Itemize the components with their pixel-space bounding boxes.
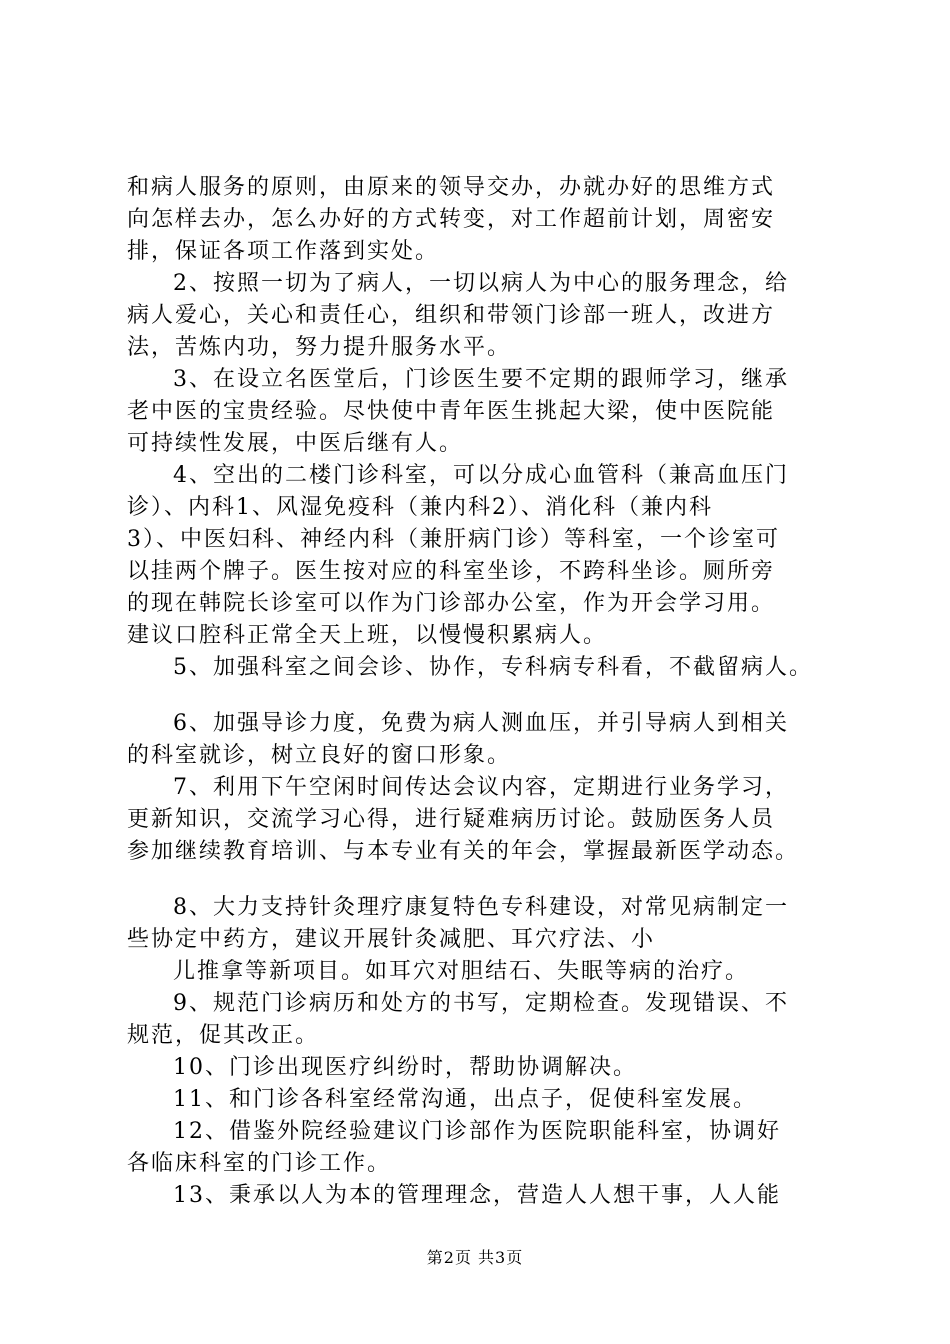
text-line: 些协定中药方，建议开展针灸减肥、耳穴疗法、小: [127, 927, 656, 952]
text-line: 更新知识，交流学习心得，进行疑难病历讨论。鼓励医务人员: [127, 807, 776, 832]
text-line: 可持续性发展，中医后继有人。: [127, 431, 464, 456]
text-line: 建议口腔科正常全天上班，以慢慢积累病人。: [127, 623, 608, 648]
text-line: 以挂两个牌子。医生按对应的科室坐诊，不跨科坐诊。厕所旁: [127, 559, 776, 584]
text-line: 病人爱心，关心和责任心，组织和带领门诊部一班人，改进方: [127, 303, 776, 328]
paragraph-item-12: [127, 1116, 855, 1180]
text-line: 3、在设立名医堂后，门诊医生要不定期的跟师学习，继承: [173, 367, 789, 392]
text-line: 的科室就诊，树立良好的窗口形象。: [127, 743, 512, 768]
text-line: 11、和门诊各科室经常沟通，出点子，促使科室发展。: [173, 1087, 757, 1112]
paragraph-item-2: [127, 268, 855, 364]
paragraph-item-4: [127, 460, 855, 652]
text-line: 12、借鉴外院经验建议门诊部作为医院职能科室，协调好: [173, 1119, 781, 1144]
paragraph-item-5: [127, 652, 855, 684]
text-line: 7、利用下午空闲时间传达会议内容，定期进行业务学习，: [173, 775, 789, 800]
text-line: 排，保证各项工作落到实处。: [127, 239, 440, 264]
text-line: 各临床科室的门诊工作。: [127, 1151, 392, 1176]
text-line: 6、加强导诊力度，免费为病人测血压，并引导病人到相关: [173, 711, 789, 736]
text-line: 参加继续教育培训、与本专业有关的年会，掌握最新医学动态。: [127, 839, 800, 864]
text-line: 4、空出的二楼门诊科室，可以分成心血管科（兼高血压门: [173, 463, 789, 488]
text-line: 的现在韩院长诊室可以作为门诊部办公室，作为开会学习用。: [127, 591, 776, 616]
text-line: 9、规范门诊病历和处方的书写，定期检查。发现错误、不: [173, 991, 789, 1016]
paragraph-item-3: [127, 364, 855, 460]
text-line: 老中医的宝贵经验。尽快使中青年医生挑起大梁，使中医院能: [127, 399, 776, 424]
paragraph-gap: [127, 868, 855, 892]
page-footer: [0, 1245, 950, 1268]
text-line: 5、加强科室之间会诊、协作，专科病专科看，不截留病人。: [173, 655, 813, 680]
text-line: 2、按照一切为了病人，一切以病人为中心的服务理念，给: [173, 271, 789, 296]
text-line: 10、门诊出现医疗纠纷时，帮助协调解决。: [173, 1055, 637, 1080]
text-line: 规范，促其改正。: [127, 1023, 320, 1048]
paragraph-item-11: [127, 1084, 855, 1116]
text-line: 13、秉承以人为本的管理理念，营造人人想干事，人人能: [173, 1183, 781, 1208]
text-line: 8、大力支持针灸理疗康复特色专科建设，对常见病制定一: [173, 895, 789, 920]
text-line: 向怎样去办，怎么办好的方式转变，对工作超前计划，周密安: [127, 207, 776, 232]
paragraph-item-10: [127, 1052, 855, 1084]
text-line: 3）、中医妇科、神经内科（兼肝病门诊）等科室，一个诊室可: [127, 527, 780, 552]
document-body: [127, 172, 855, 1212]
text-line: 儿推拿等新项目。如耳穴对胆结石、失眠等病的治疗。: [173, 959, 750, 984]
page-number-label: 第2页 共3页: [426, 1248, 524, 1267]
paragraph-item-7: [127, 772, 855, 868]
paragraph-item-13: [127, 1180, 855, 1212]
paragraph-item-9: [127, 988, 855, 1052]
paragraph-item-8: [127, 892, 855, 988]
paragraph-item-6: [127, 708, 855, 772]
text-line: 法，苦炼内功，努力提升服务水平。: [127, 335, 512, 360]
paragraph-1-continued: [127, 172, 855, 268]
text-line: 和病人服务的原则，由原来的领导交办，办就办好的思维方式: [127, 175, 776, 200]
text-line: 诊）、内科1、风湿免疫科（兼内科2）、消化科（兼内科: [127, 495, 713, 520]
paragraph-gap: [127, 684, 855, 708]
